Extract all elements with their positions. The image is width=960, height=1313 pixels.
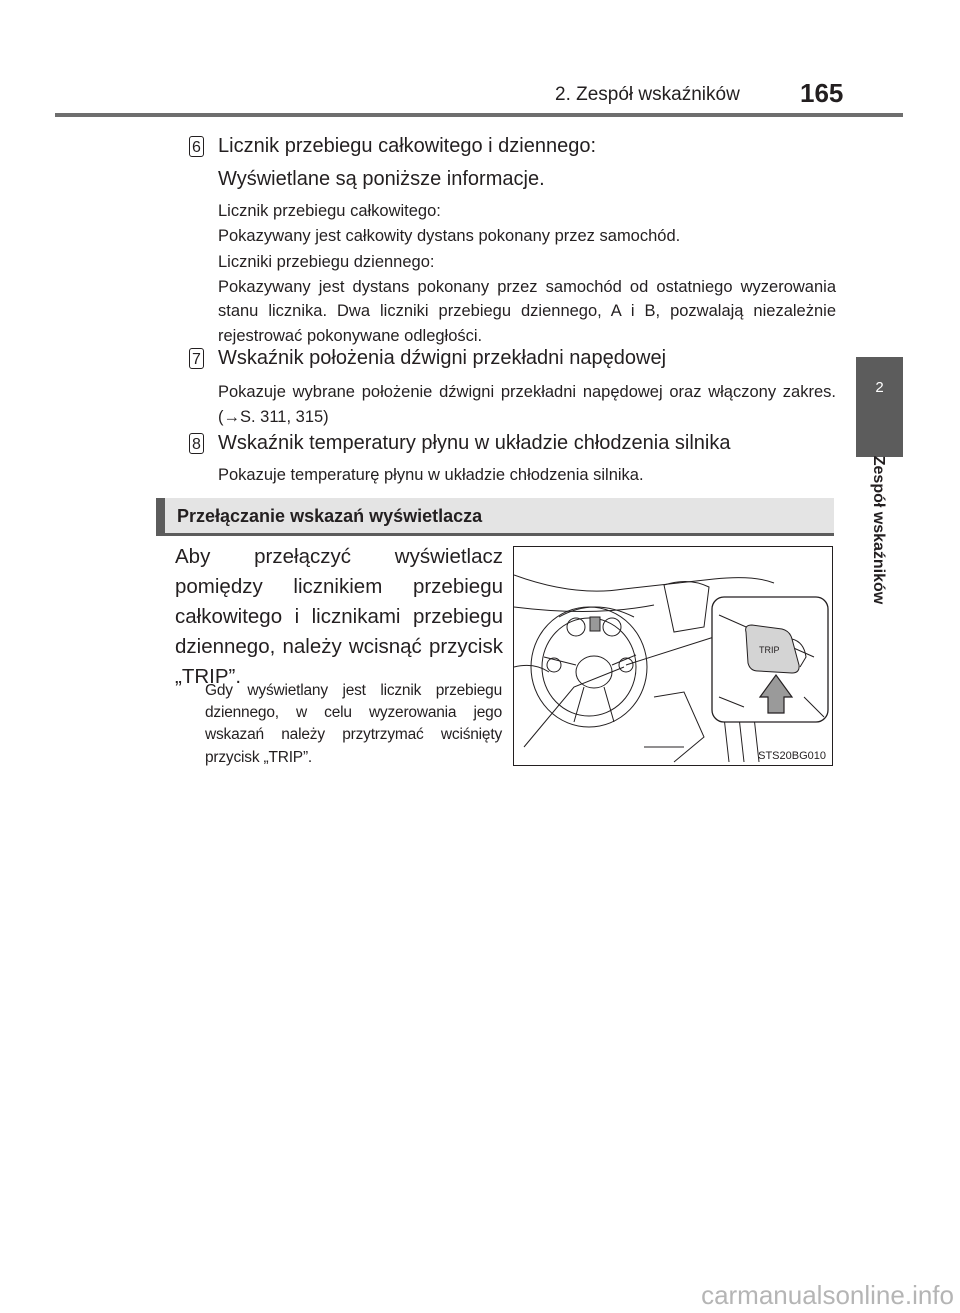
trip-button-label: TRIP	[759, 645, 780, 655]
running-header-chapter: 2. Zespół wskaźników	[555, 84, 740, 105]
chapter-tab	[856, 357, 903, 457]
odometer-text: Pokazywany jest całkowity dystans pokonany przez samochód.	[218, 226, 681, 245]
item-8-text: Pokazuje temperaturę płynu w układzie chłodzenia silnika.	[218, 466, 644, 484]
item-7-title: Wskaźnik położenia dźwigni przekładni napędowej	[218, 347, 667, 369]
figure-code: STS20BG010	[758, 750, 826, 762]
watermark: carmanualsonline.info	[701, 1280, 954, 1310]
item-6-odometer	[218, 199, 836, 248]
item-7-heading	[189, 347, 666, 370]
page-number: 165	[800, 78, 844, 108]
item-6-title: Licznik przebiegu całkowitego i dziennego:	[218, 135, 597, 157]
item-8-number: 8	[189, 433, 204, 454]
chapter-tab-label: Zespół wskaźników	[870, 455, 887, 605]
odometer-label: Licznik przebiegu całkowitego:	[218, 202, 441, 220]
item-6-number: 6	[189, 136, 204, 157]
section-body: Aby przełączyć wyświetlacz pomiędzy licznikiem przebiegu całkowitego i licznikami przebiegu dziennego, należy wcisnąć przycisk „TRIP”.	[175, 545, 503, 688]
section-note: Gdy wyświetlany jest licznik przebiegu dziennego, w celu wyzerowania jego wskazań należy przytrzymać wciśnięty przycisk „TRIP”.	[205, 682, 502, 766]
header-divider	[55, 113, 903, 117]
item-7-number: 7	[189, 348, 204, 369]
item-8-heading	[189, 432, 730, 455]
trip-text: Pokazywany jest dystans pokonany przez samochód od ostatniego wyzerowania stanu licznika. Dwa liczniki przebiegu dziennego, A i B, pozwalają niezależnie rejestrować pokonywane odległości.	[218, 277, 836, 345]
item-6-heading	[189, 135, 596, 158]
trip-button-illustration	[513, 546, 833, 766]
item-6-trip	[218, 250, 836, 348]
item-8-title: Wskaźnik temperatury płynu w układzie chłodzenia silnika	[218, 432, 731, 454]
section-heading-bar	[156, 498, 834, 536]
item-6-subtitle: Wyświetlane są poniższe informacje.	[218, 168, 545, 190]
section-title: Przełączanie wskazań wyświetlacza	[177, 506, 483, 526]
chapter-tab-number: 2	[875, 379, 884, 396]
item-7-text: Pokazuje wybrane położenie dźwigni przekładni napędowej oraz włączony zakres. (→S. 311, 315)	[218, 383, 836, 426]
dashboard-drawing	[514, 547, 833, 766]
trip-label: Liczniki przebiegu dziennego:	[218, 253, 435, 271]
